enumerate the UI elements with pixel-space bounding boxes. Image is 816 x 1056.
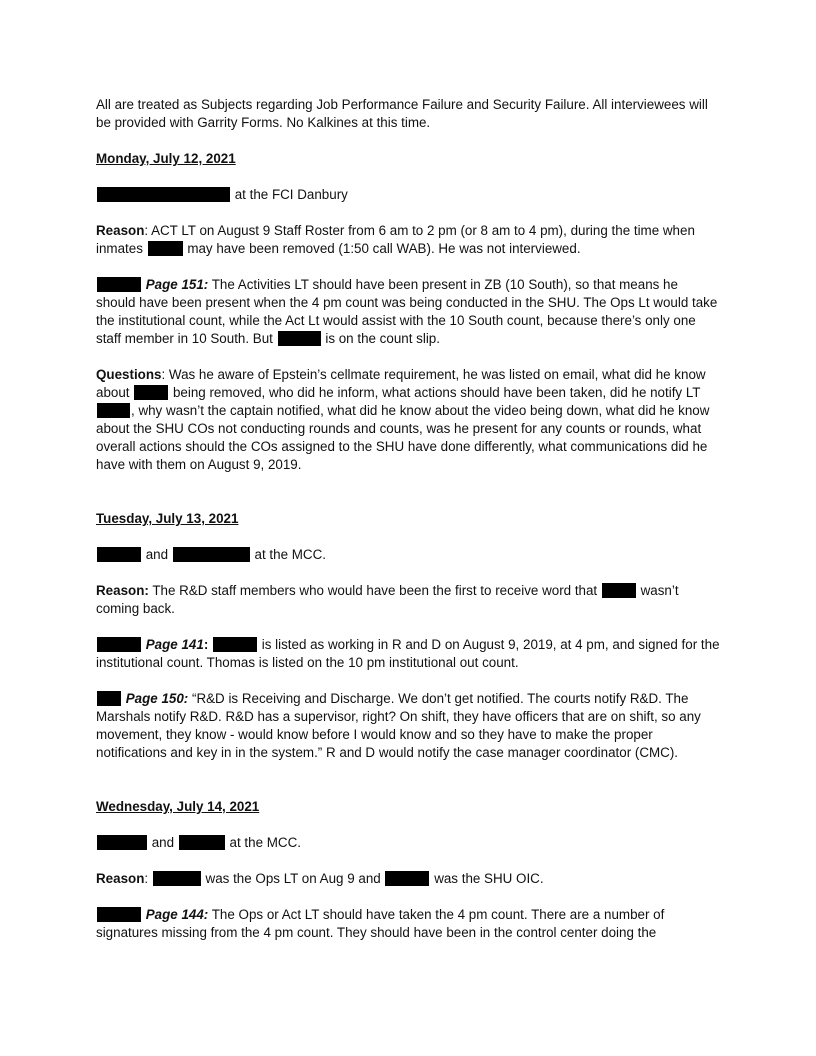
redaction-box [97, 277, 141, 292]
redaction-box [602, 583, 636, 598]
redaction-box [97, 835, 147, 850]
redaction-box [173, 547, 250, 562]
citation-paragraph: Page 141: is listed as working in R and D on August 9, 2019, at 4 pm, and signed for the institutional count. Thomas is listed on the 10 pm institutional out count. [96, 637, 720, 670]
interviewee-line: and at the MCC. [96, 834, 720, 852]
citation-paragraph: Page 144: The Ops or Act LT should have taken the 4 pm count. There are a number of signatures missing from the 4 pm count. They should have been in the control center doing the [96, 907, 665, 940]
questions-paragraph: Questions: Was he aware of Epstein’s cellmate requirement, he was listed on email, what did he know about being removed, who did he inform, what actions should have been taken, did he notify LT , why wasn’t the captain notified, what did he know about the video being down, what did he know about the SHU COs not conducting rounds and counts, was he present for any counts or rounds, what overall actions should the COs assigned to the SHU have done differently, what communications did he have with them on August 9, 2019. [96, 367, 710, 472]
redaction-box [179, 835, 225, 850]
redaction-box [97, 547, 141, 562]
day-heading-monday: Monday, July 12, 2021 [96, 151, 236, 166]
day-heading-wednesday: Wednesday, July 14, 2021 [96, 799, 260, 814]
redaction-box [278, 331, 321, 346]
redaction-box [385, 871, 429, 886]
redaction-box [153, 871, 201, 886]
redaction-box [134, 385, 168, 400]
reason-paragraph: Reason: ACT LT on August 9 Staff Roster from 6 am to 2 pm (or 8 am to 4 pm), during the time when inmates may have been removed (1:50 call WAB). He was not interviewed. [96, 223, 695, 256]
citation-paragraph: Page 150: “R&D is Receiving and Discharge. We don’t get notified. The courts notify R&D. The Marshals notify R&D. R&D has a supervisor, right? On shift, they have officers that are on shift, so any movement, they know - would know before I would know and so they have to make the proper notifications and key in in the system.” R and D would notify the case manager coordinator (CMC). [96, 691, 701, 760]
interviewee-line: and at the MCC. [96, 546, 720, 564]
interviewee-line: at the FCI Danbury [96, 186, 720, 204]
reason-paragraph: Reason: was the Ops LT on Aug 9 and was the SHU OIC. [96, 871, 544, 886]
citation-paragraph: Page 151: The Activities LT should have been present in ZB (10 South), so that means he should have been present when the 4 pm count was being conducted in the SHU. The Ops Lt would take the institutional count, while the Act Lt would assist with the 10 South count, because there’s only one staff member in 10 South. But is on the count slip. [96, 277, 718, 346]
document-page [96, 96, 720, 960]
intro-paragraph: All are treated as Subjects regarding Job Performance Failure and Security Failure. All interviewees will be provided with Garrity Forms. No Kalkines at this time. [96, 97, 708, 130]
redaction-box [97, 907, 141, 922]
redaction-box [97, 637, 141, 652]
redaction-box [213, 637, 257, 652]
reason-paragraph: Reason: The R&D staff members who would have been the first to receive word that wasn’t coming back. [96, 583, 679, 616]
redaction-box [148, 241, 183, 256]
redaction-box [97, 691, 121, 706]
redaction-box [97, 403, 130, 418]
redaction-box [97, 187, 230, 202]
day-heading-tuesday: Tuesday, July 13, 2021 [96, 511, 239, 526]
